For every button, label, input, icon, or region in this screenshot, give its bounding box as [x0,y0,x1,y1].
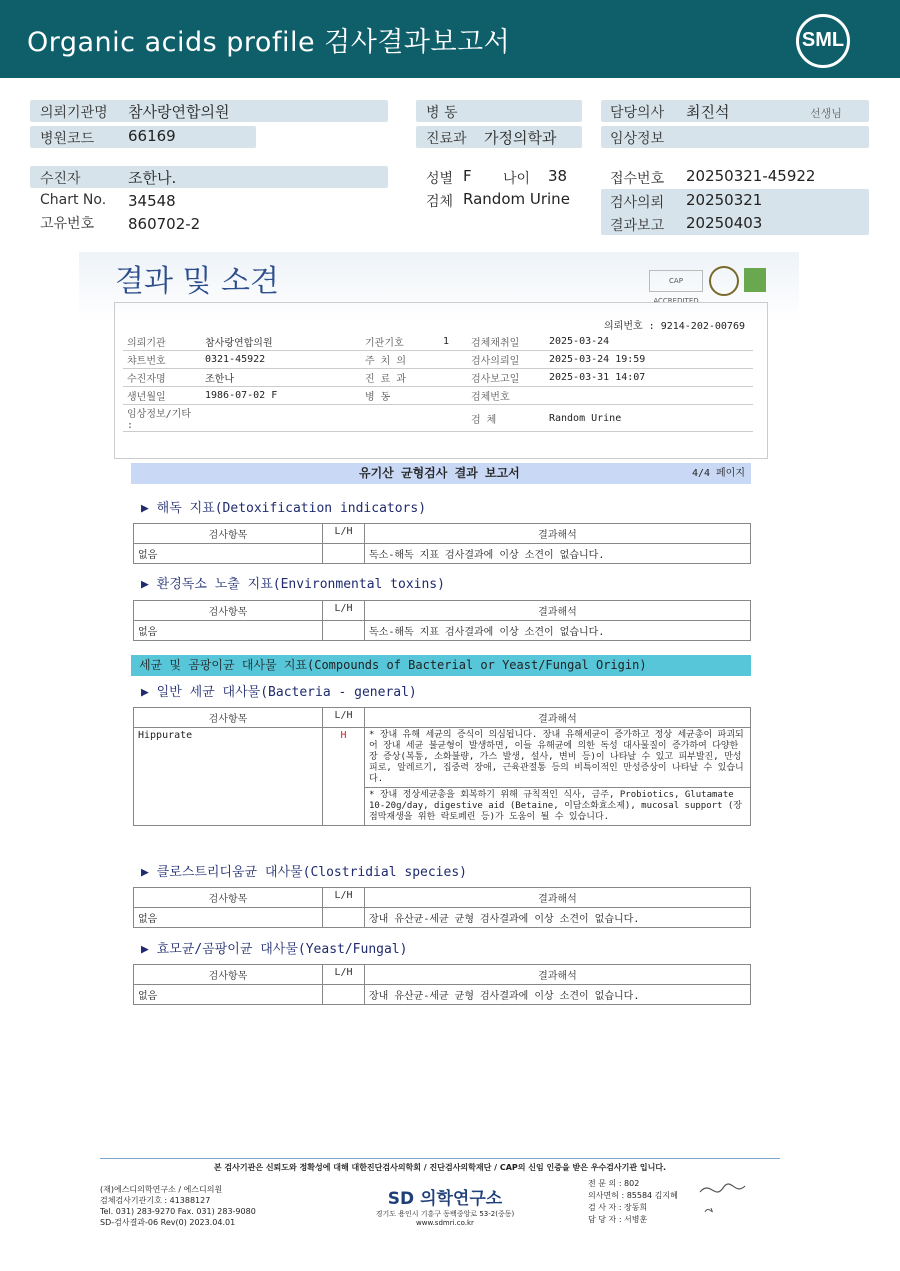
inst-label: 의뢰기관명 [40,105,108,121]
table-clostridia [133,887,751,928]
info-value [439,351,467,369]
col-interp: 결과해석 [365,524,751,544]
col-item: 검사항목 [134,524,323,544]
info-value: Random Urine [545,405,753,432]
seal-icon [709,266,739,296]
table-env [133,600,751,641]
table-detox [133,523,751,564]
specimen-value: Random Urine [463,190,570,208]
rep-label: 결과보고 [610,218,665,234]
page-indicator: 4/4 페이지 [691,468,745,479]
age-label: 나이 [503,171,531,187]
info-key: 검체채취일 [467,333,545,351]
col-lh: L/H [323,888,365,908]
report-title-bar [131,463,751,484]
info-key: 임상정보/기타 : [123,405,201,432]
sd-brand: SD 의학연구소 [387,1189,503,1209]
sign-specialist: 전 문 의 : 802 [588,1179,640,1188]
cell-interp: 장내 유산균-세균 균형 검사결과에 이상 소견이 없습니다. [365,985,751,1005]
sign-tester: 검 사 자 : 장동희 [588,1203,648,1212]
doctor-value: 최진석 [686,103,730,121]
bacteria-bar: 세균 및 곰팡이균 대사물 지표(Compounds of Bacterial or Yeast/Fungal Origin) [131,655,751,676]
info-key: 수진자명 [123,369,201,387]
section-env: ▶ 환경독소 노출 지표(Environmental toxins) [141,577,445,592]
report-info-table [123,333,753,432]
inst-value: 참사랑연합의원 [128,103,230,121]
cell-item: 없음 [134,908,323,928]
col-interp: 결과해석 [365,965,751,985]
col-item: 검사항목 [134,601,323,621]
id-label: 고유번호 [40,216,95,232]
doctor-label: 담당의사 [610,105,665,121]
info-value [439,405,467,432]
rep-value: 20250403 [686,214,763,232]
id-value: 860702-2 [128,215,201,233]
info-value [439,369,467,387]
cell-item: 없음 [134,621,323,641]
col-lh: L/H [323,965,365,985]
kolas-icon [744,268,766,292]
info-key: 검사의뢰일 [467,351,545,369]
info-row [123,369,753,387]
cell-item: 없음 [134,985,323,1005]
cell-flag: H [323,728,365,826]
cell-interp: 독소-해독 지표 검사결과에 이상 소견이 없습니다. [365,544,751,564]
table-yeast [133,964,751,1005]
clinical-label: 임상정보 [610,131,665,147]
footer-code: 검체검사기관기호 : 41388127 [100,1196,211,1205]
rcpt-label: 접수번호 [610,171,665,187]
info-key [361,405,439,432]
cell-interp: 장내 유산균-세균 균형 검사결과에 이상 소견이 없습니다. [365,908,751,928]
info-key: 진 료 과 [361,369,439,387]
code-label: 병원코드 [40,131,95,147]
info-value [201,405,361,432]
info-key: 의뢰기관 [123,333,201,351]
footer-web: www.sdmri.co.kr [416,1219,474,1227]
info-value: 참사랑연합의원 [201,333,361,351]
info-row [123,387,753,405]
section-detox: ▶ 해독 지표(Detoxification indicators) [141,501,427,516]
page-title: Organic acids profile 검사결과보고서 [27,27,511,58]
col-interp: 결과해석 [365,888,751,908]
cap-badge: CAP ACCREDITED [649,270,703,292]
report-heading: 결과 및 소견 [115,264,279,299]
footer-rev: SD-검사결과-06 Rev(0) 2023.04.01 [100,1218,236,1227]
info-value: 1 [439,333,467,351]
header-bar [0,0,900,78]
info-row [123,405,753,432]
info-value: 2025-03-24 [545,333,753,351]
logo-text: SML [801,29,845,51]
sign-license: 의사면허 : 85584 김지혜 [588,1191,678,1200]
rcpt-value: 20250321-45922 [686,167,816,185]
info-key: 생년월일 [123,387,201,405]
specimen-label: 검체 [426,194,454,210]
col-lh: L/H [323,601,365,621]
info-value: 조한나 [201,369,361,387]
code-value: 66169 [128,127,176,145]
section-bacteria: ▶ 일반 세균 대사물(Bacteria - general) [141,685,417,700]
col-item: 검사항목 [134,965,323,985]
info-value [545,387,753,405]
col-interp: 결과해석 [365,601,751,621]
req-label: 검사의뢰 [610,195,665,211]
info-key: 검체번호 [467,387,545,405]
report-bar-title: 유기산 균형검사 결과 보고서 [359,466,520,480]
info-row [123,351,753,369]
info-value [439,387,467,405]
footer-address: 경기도 용인시 기흥구 동백중앙로 53-2(중동) [375,1210,515,1218]
col-lh: L/H [323,524,365,544]
age-value: 38 [548,167,568,185]
table-bacteria [133,707,751,826]
footer-org: (재)에스디의학연구소 / 에스디의원 [100,1185,223,1194]
info-value: 1986-07-02 F [201,387,361,405]
report-footer [100,1158,780,1227]
info-row [123,333,753,351]
info-value: 0321-45922 [201,351,361,369]
info-value: 2025-03-31 14:07 [545,369,753,387]
chart-label: Chart No. [40,192,107,208]
info-key: 기관기호 [361,333,439,351]
cell-item: 없음 [134,544,323,564]
ward-label: 병 동 [426,105,458,121]
info-key: 병 동 [361,387,439,405]
sml-logo [796,14,850,68]
info-key: 검 체 [467,405,545,432]
cell-interp: * 장내 유해 세균의 증식이 의심됩니다. 장내 유해세균이 증가하고 정상 세균총이 파괴되어 장내 세균 불균형이 발생하면, 이들 유해균에 의한 독성 대사물질이 증가하여 다양한 장 증상(복통, 소화불량, 가스 발생, 설사, 변비 등)이 나타날 수 있고 피부발진, 만성피로, 알레르기, 집중력 장애, 근육관절통 등의 비특이적인 만성증상이 나타날 수 있습니다. [365,728,751,788]
signature-image [695,1178,755,1222]
footer-tel: Tel. 031) 283-9270 Fax. 031) 283-9080 [100,1207,256,1216]
section-yeast: ▶ 효모균/곰팡이균 대사물(Yeast/Fungal) [141,942,408,957]
cell-interp: 독소-해독 지표 검사결과에 이상 소견이 없습니다. [365,621,751,641]
dept-value: 가정의학과 [484,129,557,147]
sex-label: 성별 [426,171,454,187]
info-key: 주 치 의 [361,351,439,369]
info-key: 챠트번호 [123,351,201,369]
chart-value: 34548 [128,192,176,210]
col-lh: L/H [323,708,365,728]
report-scan [79,252,799,1022]
cell-item: Hippurate [134,728,323,826]
info-key: 검사보고일 [467,369,545,387]
name-value: 조한나. [128,169,177,187]
info-value: 2025-03-24 19:59 [545,351,753,369]
cell-interp: * 장내 정상세균총을 회복하기 위해 규칙적인 식사, 금주, Probiotics, Glutamate 10-20g/day, digestive aid (Betaine, 이담소화효소제), mucosal support (장점막재생을 위한 락토페린 등)가 도움이 될 수 있습니다. [365,788,751,826]
section-clostridia: ▶ 클로스트리디움균 대사물(Clostridial species) [141,865,467,880]
dept-label: 진료과 [426,131,467,147]
name-box [30,166,388,188]
request-number: 의뢰번호 : 9214-202-00769 [604,321,745,332]
col-item: 검사항목 [134,708,323,728]
sex-value: F [463,167,472,185]
name-label: 수진자 [40,171,81,187]
doctor-suffix: 선생님 [810,107,842,120]
footer-notice: 본 검사기관은 신뢰도와 정확성에 대해 대한진단검사의학회 / 진단검사의학재단 / CAP의 신임 인증을 받은 우수검사기관 입니다. [100,1158,780,1173]
report-info-box [114,302,768,459]
col-item: 검사항목 [134,888,323,908]
req-value: 20250321 [686,191,763,209]
sign-manager: 담 당 자 : 서병훈 [588,1215,648,1224]
col-interp: 결과해석 [365,708,751,728]
